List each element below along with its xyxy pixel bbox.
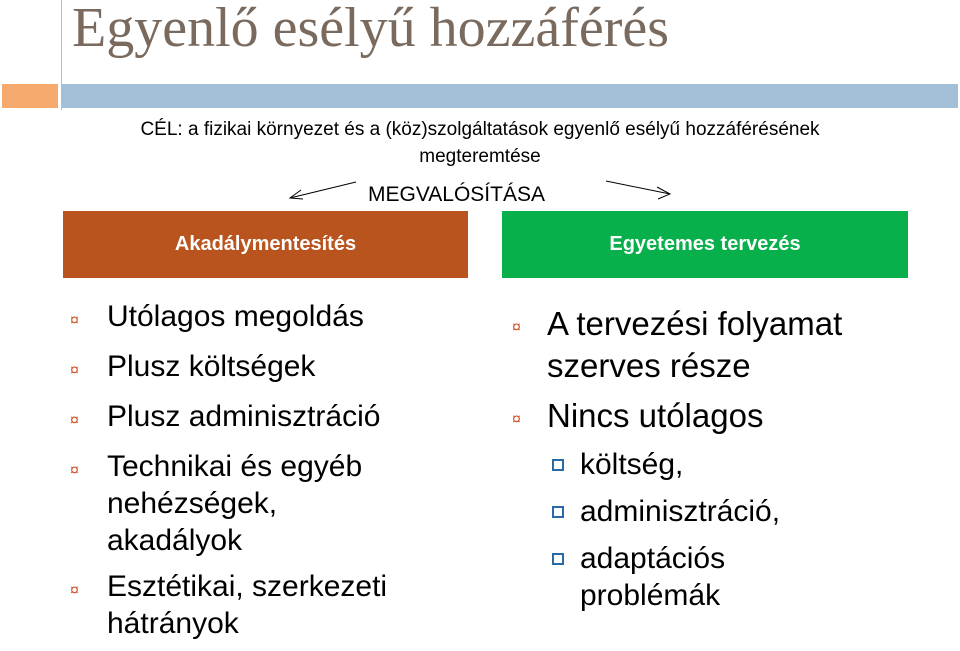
- title-rule-bar: [62, 84, 958, 108]
- sub-list-item: adaptációs problémák: [552, 540, 942, 614]
- sub-list-item: költség,: [552, 446, 942, 483]
- left-arrow-icon: [290, 182, 356, 198]
- square-bullet-icon: [552, 459, 564, 471]
- square-bullet-icon: [552, 553, 564, 565]
- accessibility-heading-box: [63, 211, 468, 278]
- list-item: ¤ Nincs utólagos: [512, 395, 942, 438]
- list-item: ¤ Technikai és egyéb nehézségek, akadályok: [70, 450, 363, 557]
- accessibility-list: [70, 298, 470, 651]
- sub-list: [552, 446, 942, 614]
- list-item: ¤ Utólagos megoldás: [70, 298, 470, 339]
- bullet-icon: ¤: [512, 411, 521, 428]
- square-bullet-icon: [552, 506, 564, 518]
- goal-text-line-2: megteremtése: [419, 146, 541, 167]
- title-rule-accent: [2, 84, 58, 108]
- goal-text-line-1: CÉL: a fizikai környezet és a (köz)szolgáltatások egyenlő esélyű hozzáférésének: [140, 119, 820, 140]
- bullet-icon: ¤: [70, 462, 79, 479]
- bullet-icon: ¤: [70, 412, 79, 429]
- sub-list-container: [512, 446, 942, 614]
- bullet-icon: ¤: [70, 362, 79, 379]
- universal-design-heading: Egyetemes tervezés: [609, 233, 801, 255]
- bullet-icon: ¤: [70, 582, 79, 599]
- list-item: ¤ Plusz költségek: [70, 348, 470, 389]
- list-item: ¤ Esztétikai, szerkezeti hátrányok: [70, 570, 388, 640]
- bullet-icon: ¤: [70, 312, 79, 329]
- accessibility-heading: Akadálymentesítés: [174, 233, 357, 255]
- universal-design-list: [512, 303, 942, 624]
- list-item: ¤ A tervezési folyamat szerves része: [512, 305, 843, 384]
- sub-list-item: adminisztráció,: [552, 493, 942, 530]
- realization-label: MEGVALÓSÍTÁSA: [368, 183, 545, 206]
- universal-design-heading-box: [502, 211, 908, 278]
- right-arrow-icon: [606, 181, 670, 194]
- page-title: Egyenlő esélyű hozzáférés: [72, 0, 670, 59]
- bullet-icon: ¤: [512, 319, 521, 336]
- list-item: ¤ Plusz adminisztráció: [70, 398, 470, 439]
